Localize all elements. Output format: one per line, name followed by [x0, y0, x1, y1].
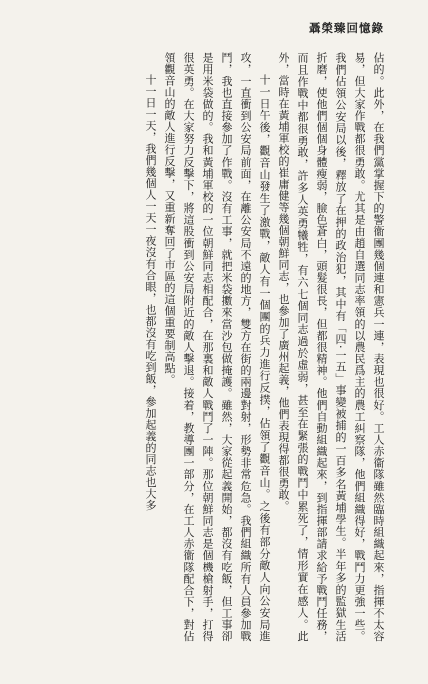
running-header: 聶榮臻回憶錄 — [309, 21, 384, 35]
paragraph-3: 十一日一天，我們幾個人一天一夜沒有合眼，也都沒有吃到飯，參加起義的同志也大多 — [144, 74, 157, 511]
paragraph-2: 十一日午後，觀音山發生了激戰，敵人有一個團的兵力進行反撲，佔領了觀音山。之後有部分敵人向公安局進攻，一直衝到公安局前面，在離公安局不遠的地方，雙方在街的兩邊對射，形勢非常危急。我們組織所有人員參加戰鬥，我也直接參加了作戰。沒有工事，就把米袋擻來當沙包做掩護。雖然，大家從起義開始，都沒有吃飯，但工事卻是用米袋做的。我和黃埔軍校的一位朝鮮同志相配合，在那裏和敵人戰鬥了一陣。那位朝鮮同志是個機槍射手，打得很英勇。在大家努力反擊下，將這股衝到公安局附近的敵人擊退。接着，教導團一部分，在工人赤衞隊配合下，對佔領觀音山的敵人進行反擊，又重新奪回了市區的這個重要制高點。 — [163, 52, 271, 642]
body-text — [141, 52, 388, 642]
paragraph-1: 佔的。此外，在我們黨掌握下的警衞團幾個連和憲兵一連，表現也很好。工人赤衞隊雖然臨時組織起來，指揮不太容易，但大家作戰都很勇敢。尤其是由趙自選同志率領的以農民爲主的農工糾察隊，他們組織得好，戰鬥力更強一些。我們佔領公安局以後，釋放了在押的政治犯，其中有「四·一五」事變被捕的一百多名黃埔學生。半年多的監獄生活折磨，使他們個個身體瘦弱，臉色蒼白，頭髮很長，但都很精神。他們自動組織起來，到指揮部請求給予戰鬥任務，而且作戰中都很勇敢，許多人英勇犧牲，有六七個同志過於虛弱，甚至在緊張的戰鬥中累死了，情形實在感人。此外，當時在黃埔軍校的崔庸健等幾個朝鮮同志，也參加了廣州起義，他們表現得都很勇敢。 — [277, 52, 385, 642]
